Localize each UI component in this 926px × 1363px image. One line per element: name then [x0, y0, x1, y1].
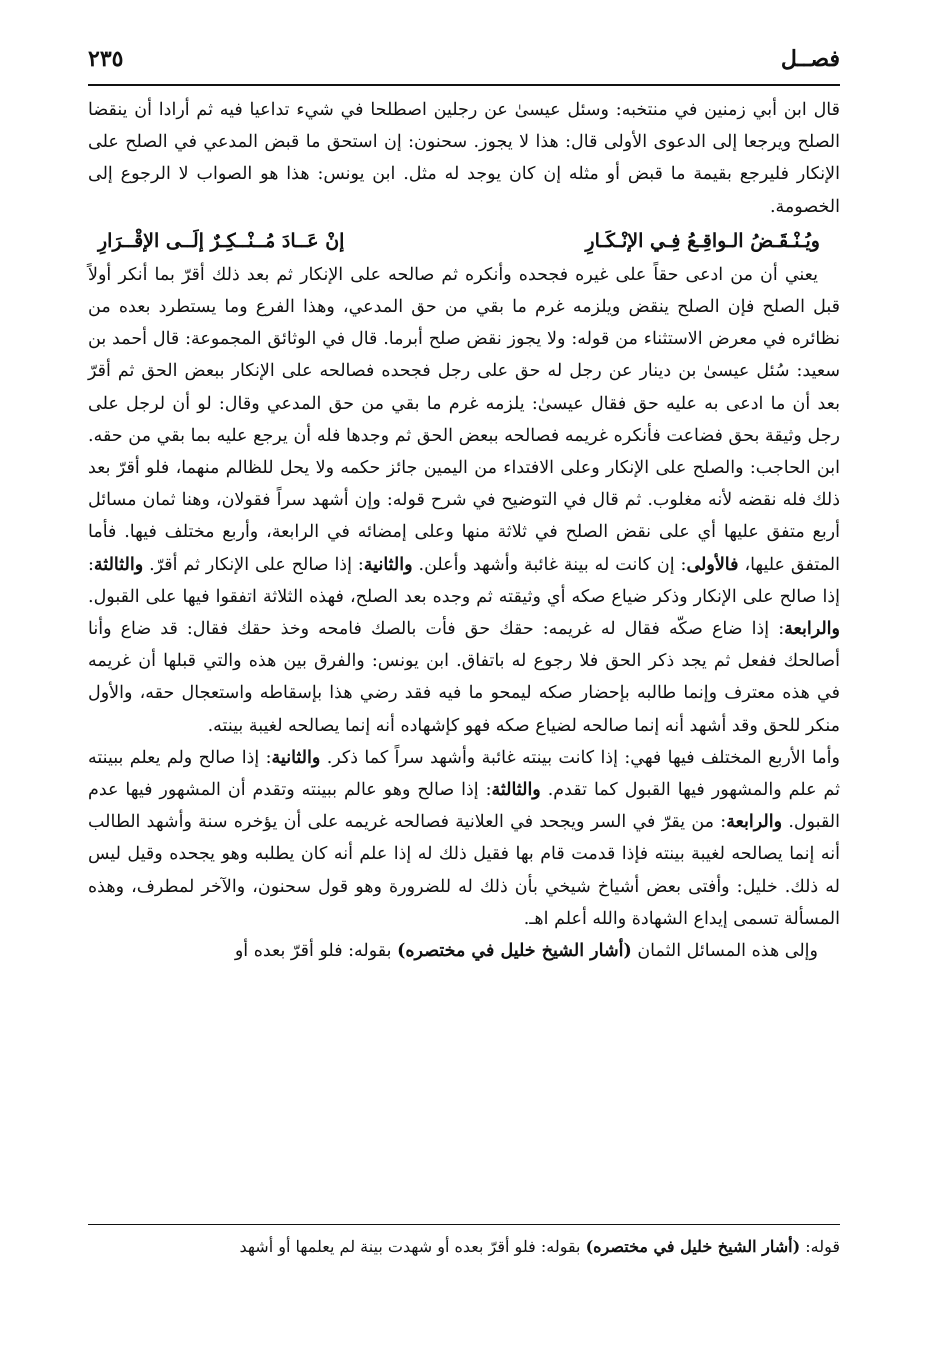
footnote [88, 1234, 840, 1260]
verse-first-hemistich: ويُـنْـقَـضُ الـواقِـعُ فِـي الإنْـكَـارِ [585, 229, 820, 252]
running-head [88, 40, 840, 86]
footnote-rest: بقوله: فلو أقرّ بعده أو شهدت بينة لم يعلمها أو أشهد [239, 1237, 586, 1256]
page-number: ٢٣٥ [88, 46, 124, 72]
document-page [88, 40, 840, 1340]
paragraph-4-quote: (أشار الشيخ خليل في مختصره) [397, 941, 632, 962]
paragraph-4-rest: بقوله: فلو أقرّ بعده أو [234, 941, 398, 962]
footnote-quote: (أشار الشيخ خليل في مختصره) [585, 1237, 801, 1256]
paragraph-2-text: يعني أن من ادعى حقاً على غيره فجحده وأنكره ثم صالحه على الإنكار ثم بعد ذلك أقرّ بما أنكر أولاً قبل الصلح فإن الصلح ينقض ويلزمه غرم ما بقي من حق المدعي، وهذا الفرع وما يستطرد بعده من نظائره في معرض الاستثناء من قوله: ولا يجوز نقض صلح أبرما. قال في الوثائق المجموعة: قال أحمد بن سعيد: سُئل عيسىٰ بن دينار عن رجل له حق على رجل فجحده فصالحه على الإنكار ببعض الحق ثم أقرّ بعد أن ما ادعى به عليه حق فقال عيسىٰ: يلزمه غرم ما بقي من حق المدعي وقال: لو أن لرجل على رجل وثيقة بحق فضاعت فأنكره غريمه فصالحه ببعض الحق ثم وجدها فله أن يرجع عليه بما بقي من حقه. ابن الحاجب: والصلح على الإنكار وعلى الافتداء من اليمين جائز حكمه ولا يحل للظالم منهما، فلو أقرّ بعد ذلك فله نقضه لأنه مغلوب. ثم قال في التوضيح في شرح قوله: وإن أشهد سراً فقولان، وهنا ثمان مسائل أربع متفق عليها أي على نقض الصلح في ثلاثة منها وعلى إمضائه في الرابعة، وأربع مختلف فيها. فأما المتفق عليها، [88, 264, 840, 575]
case-third-text: : إذا صالح على الإنكار وذكر ضياع صكه أي وثيقته ثم وجده بعد الصلح، فهذه الثلاثة اتفقوا فيها على القبول. [88, 554, 840, 607]
label-fourth: والرابعة [784, 619, 840, 640]
disputed-second-text: : إذا صالح ولم يعلم ببينته ثم علم والمشهور فيها القبول كما تقدم. [88, 747, 840, 801]
paragraph-4-lead: وإلى هذه المسائل الثمان [631, 941, 818, 962]
disputed-label-second: والثانية [271, 747, 321, 768]
footnote-lead: قوله: [800, 1237, 840, 1256]
footnote-divider [88, 1224, 840, 1225]
paragraph-3 [88, 742, 840, 935]
disputed-fourth-text: : من يقرّ في السر ويجحد في العلانية فصالحه غريمه على أن يؤخره سنة وأشهد الطالب أنه إنما يصالحه لغيبة بينته فإذا قدمت قام بها فقيل ذلك له إذا علم أنه كان يطلبه وهو يجحده وقيل ليس له ذلك. خليل: وأفتى بعض أشياخ شيخي بأن ذلك له للضرورة وهو قول سحنون، والآخر لمطرف، وهذه المسألة تسمى إيداع الشهادة والله أعلم اهـ. [88, 812, 840, 929]
case-fourth-text: : إذا ضاع صكّه فقال له غريمه: حقك حق فأت بالصك فامحه وخذ حقك فقال: قد ضاع وأنا أصالحك ففعل ثم يجد ذكر الحق فلا رجوع له باتفاق. ابن يونس: والفرق بين هذه والتي قبلها أن غريمه في هذه معترف وإنما طالبه بإحضار صكه ليمحو ما فيه فقد رضي هذا بإسقاطه واستعجال حقه، والأول منكر للحق وقد أشهد أنه إنما صالحه لضياع صكه فهو كإشهاده أنه إنما يصالحه لغيبة بينته. [88, 619, 840, 736]
label-third: والثالثة [93, 554, 144, 575]
disputed-label-third: والثالثة [491, 780, 541, 801]
verse-second-hemistich: إنْ عَــادَ مُــنْــكِـرٌ إلَــى الإقْــرَارِ [98, 229, 345, 252]
paragraph-3-text: وأما الأربع المختلف فيها فهي: إذا كانت بينته غائبة وأشهد سراً كما ذكر. [326, 747, 840, 768]
case-second-text: : إذا صالح على الإنكار ثم أقرّ. [149, 554, 364, 575]
paragraph-1: قال ابن أبي زمنين في منتخبه: وسئل عيسىٰ عن رجلين اصطلحا في شيء تداعيا فيه ثم أرادا أن ينقضا الصلح ويرجعا إلى الدعوى الأولى قال: هذا لا يجوز. سحنون: إن استحق ما قبض المدعي في الصلح على الإنكار فليرجع بقيمة ما قبض أو مثله إن كان يوجد له مثل. ابن يونس: هذا هو الصواب لا الرجوع إلى الخصومة. [88, 100, 840, 217]
disputed-third-text: : إذا صالح وهو عالم ببينته وتقدم أن المشهور فيها عدم القبول. [88, 780, 840, 833]
disputed-label-fourth: والرابعة [726, 812, 783, 833]
paragraph-4 [88, 935, 840, 967]
section-title: فصــل [780, 46, 840, 72]
label-second: والثانية [363, 554, 413, 575]
body-text [88, 94, 840, 967]
verse-line [88, 223, 840, 259]
paragraph-2 [88, 259, 840, 742]
case-first-text: : إن كانت له بينة غائبة وأشهد وأعلن. [418, 554, 687, 575]
label-first: فالأولى [686, 554, 739, 575]
